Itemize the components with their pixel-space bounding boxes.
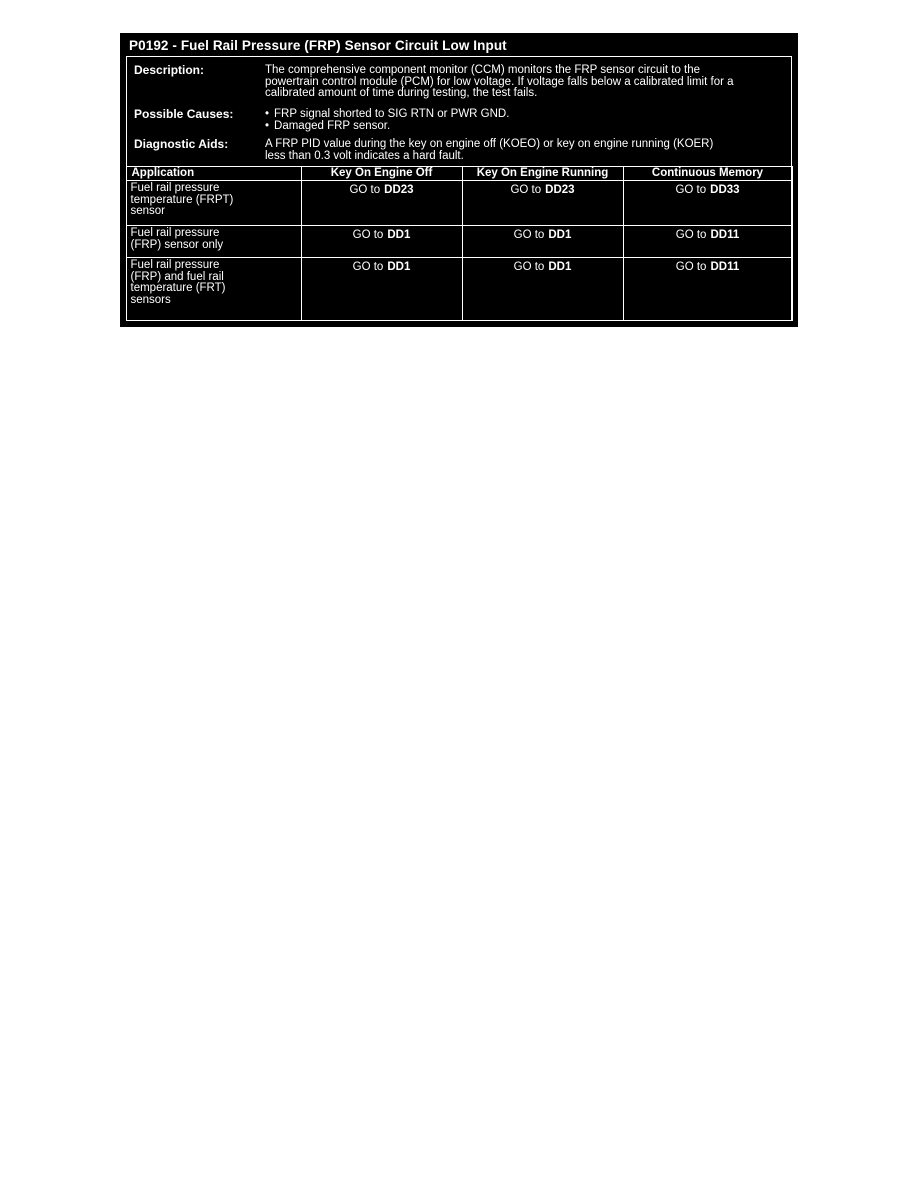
koer-test-link[interactable]: DD1 [548,261,572,273]
cm-test-link[interactable]: DD11 [710,229,740,241]
go-to-label: GO to [675,261,707,273]
cm-cell [623,226,792,258]
possible-causes-list [265,109,785,132]
table-row [126,258,792,321]
go-to-label: GO to [352,229,384,241]
application-line: (FRP) sensor only [130,238,224,251]
koer-cell [462,181,623,226]
cause-item: • Damaged FRP sensor. [265,121,785,133]
cm-cell [623,258,792,321]
description-line: calibrated amount of time during testing, the test fails. [265,87,538,99]
application-table [126,166,793,321]
application-cell [126,181,301,226]
koer-cell [462,258,623,321]
koeo-cell [301,181,462,226]
cm-test-link[interactable]: DD11 [710,261,740,273]
diagnostic-aids-line: A FRP PID value during the key on engine off (KOEO) or key on engine running (KOER) [265,138,714,150]
page-title: P0192 - Fuel Rail Pressure (FRP) Sensor Circuit Low Input [129,38,507,53]
application-line: sensors [130,293,171,306]
go-to-label: GO to [352,261,384,273]
go-to-label: GO to [675,184,707,196]
table-header-row [126,167,792,181]
possible-causes-label: Possible Causes: [134,107,234,121]
application-line: Fuel rail pressure [130,227,220,239]
koeo-test-link[interactable]: DD23 [384,184,414,196]
go-to-label: GO to [513,229,545,241]
koeo-test-link[interactable]: DD1 [387,261,411,273]
go-to-label: GO to [513,261,545,273]
dtc-panel [120,33,798,327]
go-to-label: GO to [349,184,381,196]
koer-test-link[interactable]: DD1 [548,229,572,241]
header-application: Application [126,167,301,181]
go-to-label: GO to [675,229,707,241]
application-line: temperature (FRT) [130,282,226,294]
header-koeo: Key On Engine Off [301,167,462,181]
application-line: Fuel rail pressure [130,182,220,194]
go-to-label: GO to [510,184,542,196]
dtc-frame [126,56,792,321]
description-label: Description: [134,63,205,77]
cm-test-link[interactable]: DD33 [710,184,740,196]
diagnostic-aids-label: Diagnostic Aids: [134,137,229,151]
koeo-test-link[interactable]: DD1 [387,229,411,241]
application-cell [126,258,301,321]
application-line: sensor [130,205,166,217]
koer-cell [462,226,623,258]
application-cell [126,226,301,258]
koer-test-link[interactable]: DD23 [545,184,575,196]
application-line: temperature (FRPT) [130,193,234,206]
header-continuous-memory: Continuous Memory [623,167,792,181]
cm-cell [623,181,792,226]
koeo-cell [301,226,462,258]
table-row [126,181,792,226]
diagnostic-aids-text [265,139,785,162]
table-row [126,226,792,258]
description-text [265,65,785,100]
header-koer: Key On Engine Running [462,167,623,181]
diagnostic-aids-line: less than 0.3 volt indicates a hard fault. [265,149,464,162]
description-line: The comprehensive component monitor (CCM) monitors the FRP sensor circuit to the [265,64,701,76]
koeo-cell [301,258,462,321]
cause-item: • FRP signal shorted to SIG RTN or PWR GND. [265,109,785,121]
application-line: Fuel rail pressure [130,259,220,271]
application-line: (FRP) and fuel rail [130,270,224,283]
description-line: powertrain control module (PCM) for low voltage. If voltage falls below a calibrated limit for a [265,75,734,88]
